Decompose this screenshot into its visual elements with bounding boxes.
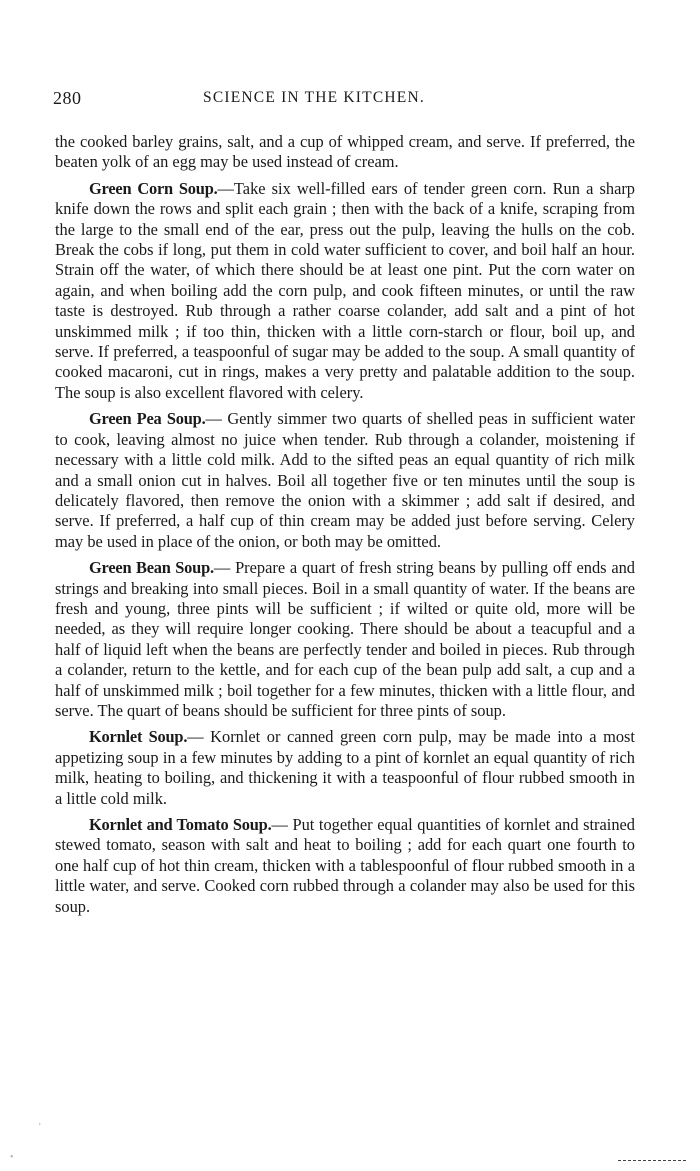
recipe-title: Green Corn Soup. xyxy=(89,178,218,198)
recipe-title: Kornlet Soup. xyxy=(89,727,188,747)
running-head xyxy=(55,88,635,114)
recipe-green-pea-soup xyxy=(55,409,635,552)
recipe-text: — Prepare a quart of fresh string beans by pulling off ends and strings and breaking into small pieces. Boil in a small quantity of water. If the beans are fresh and young, three pints will be sufficient ; if wilted or quite old, more will be needed, as they will require longer cooking. There should be about a teacupful and a half of liquid left when the beans are perfectly tender and boiled in pieces. Rub through a colander, return to the kettle, and for each cup of the bean pulp add salt, a cup and a half of unskimmed milk ; boil together for a few minutes, thicken with a little flour, and serve. The quart of beans should be sufficient for three pints of soup. xyxy=(55,558,635,720)
recipe-text: — Kornlet or canned green corn pulp, may be made into a most appetizing soup in a few minutes by adding to a pint of kornlet an equal quantity of rich milk, heating to boiling, and thickening it with a teaspoonful of flour rubbed smooth in a little cold milk. xyxy=(55,727,635,808)
footer-rule xyxy=(618,1160,686,1161)
book-page xyxy=(55,88,635,923)
recipe-title: Green Bean Soup. xyxy=(89,558,214,578)
page-body xyxy=(55,132,635,917)
recipe-text: —Take six well-filled ears of tender green corn. Run a sharp knife down the rows and split each grain ; then with the back of a knife, scraping from the large to the small end of the ear, press out the pulp, leaving the hulls on the cob. Break the cobs if long, put them in cold water sufficient to cover, and boil half an hour. Strain off the water, of which there should be at least one pint. Put the corn water on again, and when boiling add the corn pulp, and cook fifteen minutes, or until the raw taste is destroyed. Rub through a rather coarse colander, add salt and a pint of hot unskimmed milk ; if too thin, thicken with a little corn-starch or flour, boil up, and serve. If preferred, a teaspoonful of sugar may be added to the soup. A small quantity of cooked macaroni, cut in rings, makes a very pretty and palatable addition to the soup. The soup is also excellent flavored with celery. xyxy=(55,178,635,402)
recipe-text: — Gently simmer two quarts of shelled peas in sufficient water to cook, leaving almost no juice when tender. Rub through a colander, moistening if necessary with a little cold milk. Add to the sifted peas an equal quantity of rich milk and a small onion cut in halves. Boil all together five or ten minutes until the soup is delicately flavored, then remove the onion with a skimmer ; add salt if desired, and serve. If preferred, a half cup of thin cream may be added just before serving. Celery may be used in place of the onion, or both may be omitted. xyxy=(55,409,635,551)
paragraph-text: the cooked barley grains, salt, and a cup of whipped cream, and serve. If preferred, the beaten yolk of an egg may be used instead of cream. xyxy=(55,132,635,172)
recipe-title: Kornlet and Tomato Soup. xyxy=(89,815,272,834)
recipe-title: Green Pea Soup. xyxy=(89,409,206,429)
margin-speck: • xyxy=(10,1152,14,1163)
recipe-kornlet-tomato-soup xyxy=(55,815,635,917)
margin-speck: ’ xyxy=(38,1122,42,1133)
paragraph-continuation xyxy=(55,132,635,173)
recipe-green-corn-soup xyxy=(55,179,635,403)
recipe-kornlet-soup xyxy=(55,727,635,809)
recipe-green-bean-soup xyxy=(55,558,635,721)
page-number: 280 xyxy=(53,88,82,108)
recipe-text: — Put together equal quantities of kornlet and strained stewed tomato, season with salt and heat to boiling ; add for each quart one fourth to one half cup of hot thin cream, thicken with a tablespoonful of flour rubbed smooth in a little water, and serve. Cooked corn rubbed through a colander may also be used for this soup. xyxy=(55,815,635,916)
running-title: SCIENCE IN THE KITCHEN. xyxy=(203,89,425,106)
